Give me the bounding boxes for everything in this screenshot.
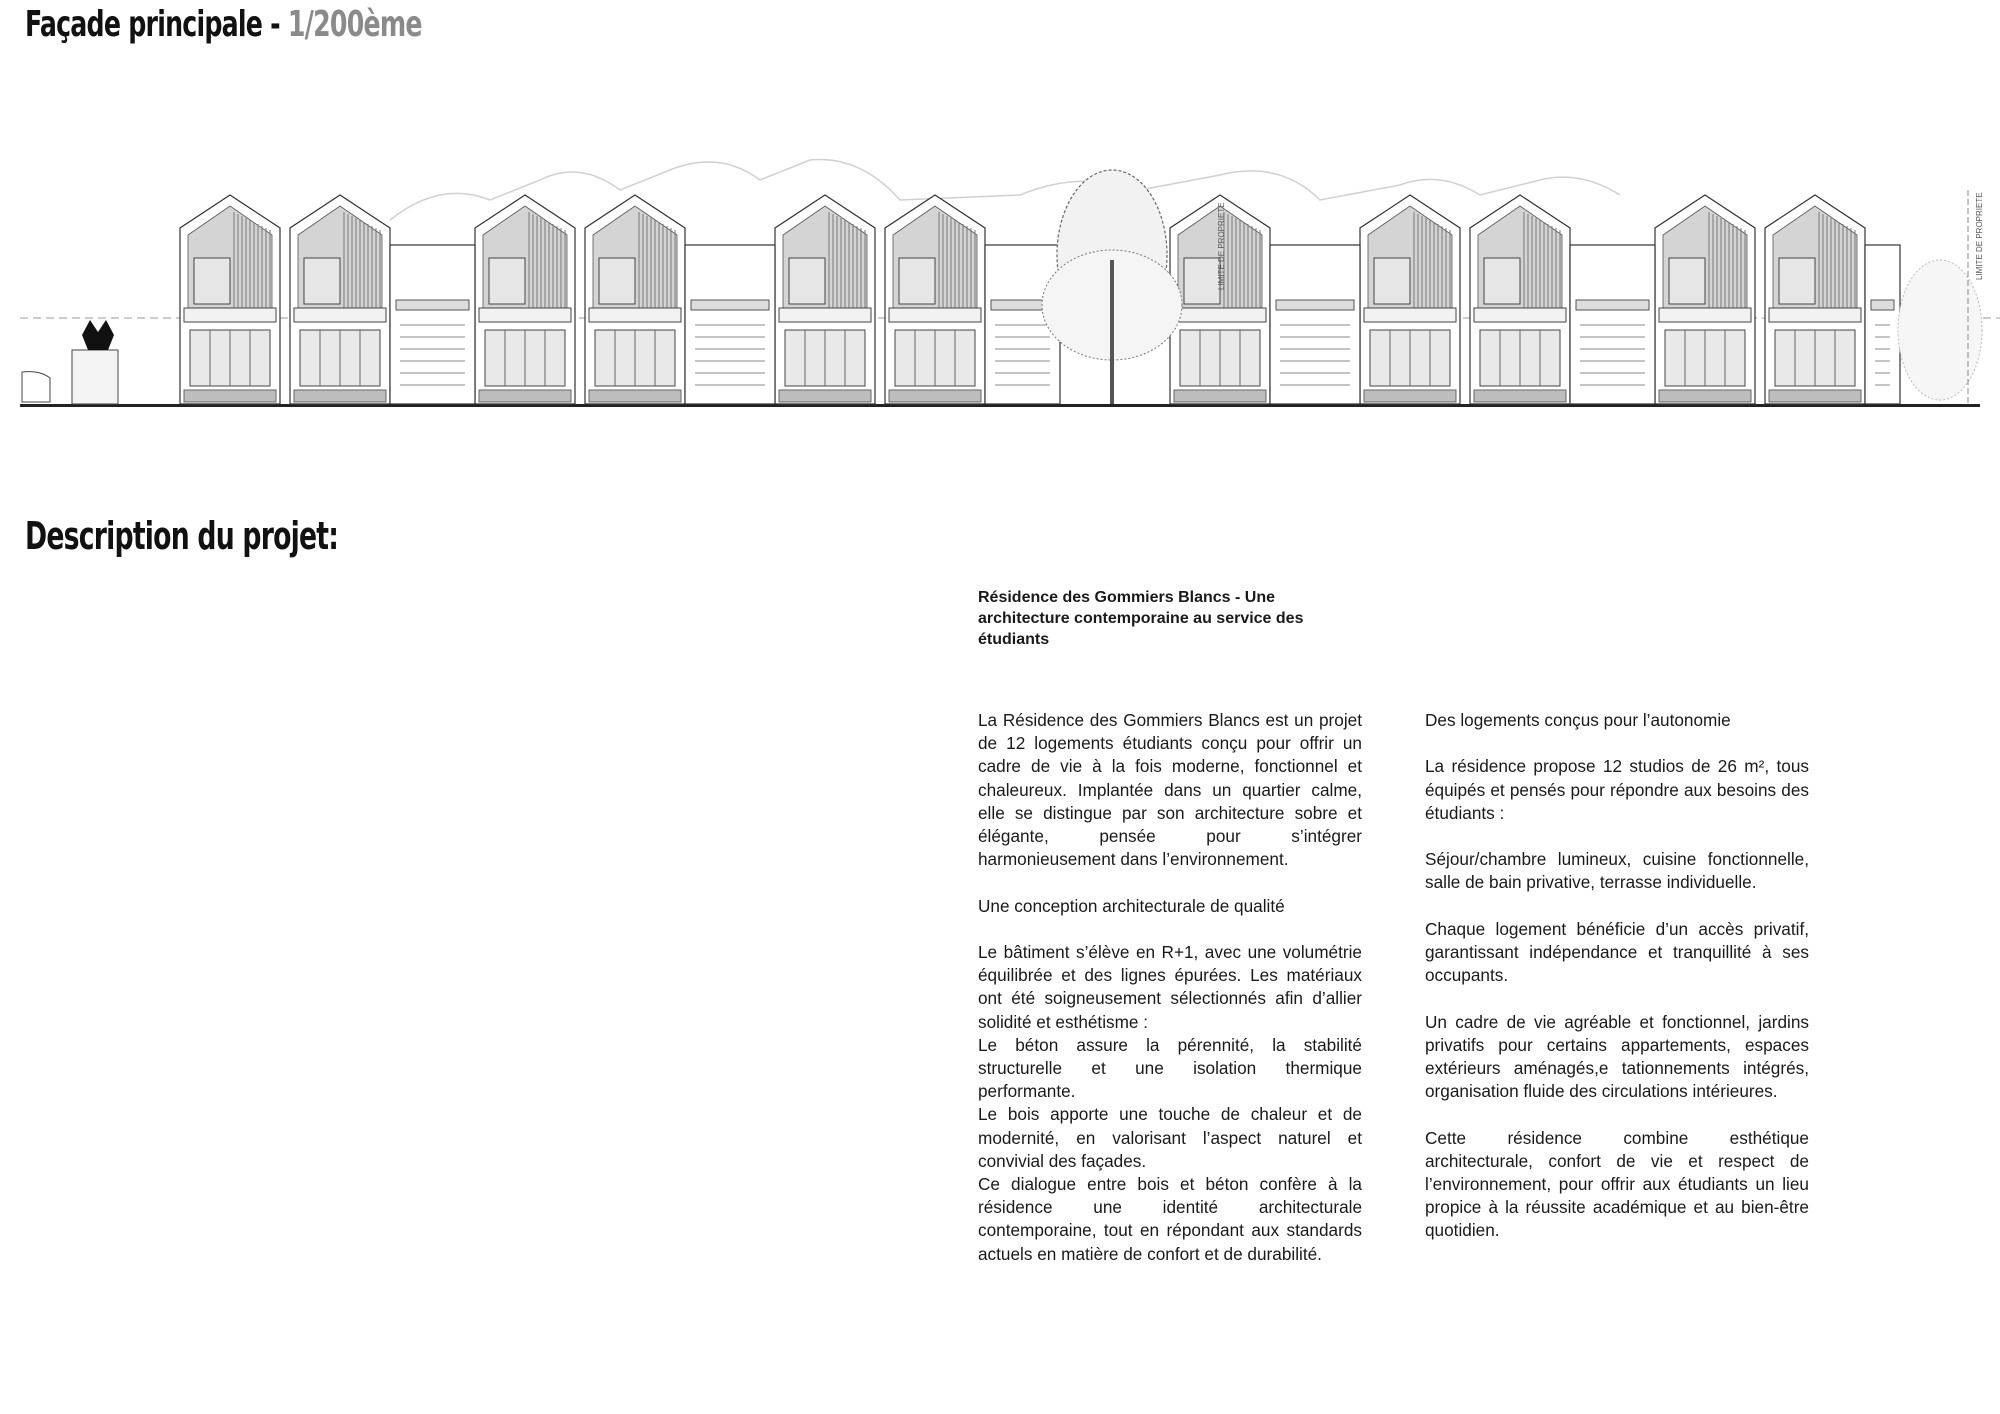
description-right-column	[1425, 709, 1809, 1243]
link-block	[390, 245, 475, 404]
project-subtitle: Résidence des Gommiers Blancs - Une architecture contemporaine au service des étudiants	[978, 589, 1304, 648]
scale-label: 1/200ème	[287, 4, 422, 45]
paragraph: Séjour/chambre lumineux, cuisine fonctionnelle, salle de bain privative, terrasse individuelle.	[1425, 849, 1809, 893]
house-module	[180, 195, 280, 404]
link-block	[1270, 245, 1360, 404]
house-module	[775, 195, 875, 404]
tree-illustration	[1042, 170, 1182, 404]
house-module	[1765, 195, 1865, 404]
house-module	[1470, 195, 1570, 404]
description-left-column	[978, 709, 1362, 1266]
background-hills	[390, 160, 1620, 221]
paragraph: Ce dialogue entre bois et béton confère à la résidence une identité architecturale contemporaine, tout en répondant aux standards actuels en matière de confort et de durabilité.	[978, 1174, 1362, 1264]
facade-elevation-drawing	[20, 140, 2000, 420]
property-limit-label-right: LIMITE DE PROPRIETE	[1975, 192, 1984, 280]
section-heading: Des logements conçus pour l’autonomie	[1425, 710, 1731, 730]
description-heading: Description du projet:	[25, 514, 339, 558]
car-illustration	[22, 372, 50, 402]
link-block	[1570, 245, 1655, 404]
house-module	[1360, 195, 1460, 404]
logo-sculpture	[82, 320, 114, 350]
link-block	[1865, 245, 1900, 404]
paragraph: Un cadre de vie agréable et fonctionnel, jardins privatifs pour certains appartements, espaces extérieurs aménagés,e tationnements intégrés, organisation fluide des circulations intérieures.	[1425, 1011, 1809, 1102]
tree-right	[1898, 260, 1982, 400]
paragraph: Le béton assure la pérennité, la stabilité structurelle et une isolation thermique performante.	[978, 1034, 1362, 1102]
section-heading: Une conception architecturale de qualité	[978, 895, 1285, 916]
house-module	[290, 195, 390, 404]
property-limit-label-left: LIMITE DE PROPRIETE	[1217, 202, 1226, 290]
sign-post	[72, 350, 118, 404]
paragraph: Le bois apporte une touche de chaleur et de modernité, en valorisant l’aspect naturel et convivial des façades.	[978, 1104, 1362, 1171]
link-block	[685, 245, 775, 404]
house-module	[885, 195, 985, 404]
paragraph: Chaque logement bénéficie d’un accès privatif, garantissant indépendance et tranquillité à ses occupants.	[1425, 918, 1809, 986]
paragraph: La Résidence des Gommiers Blancs est un projet de 12 logements étudiants conçu pour offrir un cadre de vie à la fois moderne, fonctionnel et chaleureux. Implantée dans un quartier calme, elle se distingue par son architecture sobre et élégante, pensée pour s’intégrer harmonieusement dans l’environnement.	[978, 710, 1362, 870]
house-module	[475, 195, 575, 404]
page-title	[25, 4, 422, 45]
house-module	[1655, 195, 1755, 404]
house-module	[585, 195, 685, 404]
paragraph: Cette résidence combine esthétique architecturale, confort de vie et respect de l’environnement, pour offrir aux étudiants un lieu propice à la réussite académique et au bien-être quotidien.	[1425, 1127, 1809, 1241]
title-text: Façade principale -	[25, 4, 288, 45]
paragraph: Le bâtiment s’élève en R+1, avec une volumétrie équilibrée et des lignes épurées. Les matériaux ont été soigneusement sélectionnés afin d’allier solidité et esthétisme :	[978, 942, 1362, 1032]
paragraph: La résidence propose 12 studios de 26 m², tous équipés et pensés pour répondre aux besoins des étudiants :	[1425, 756, 1809, 823]
